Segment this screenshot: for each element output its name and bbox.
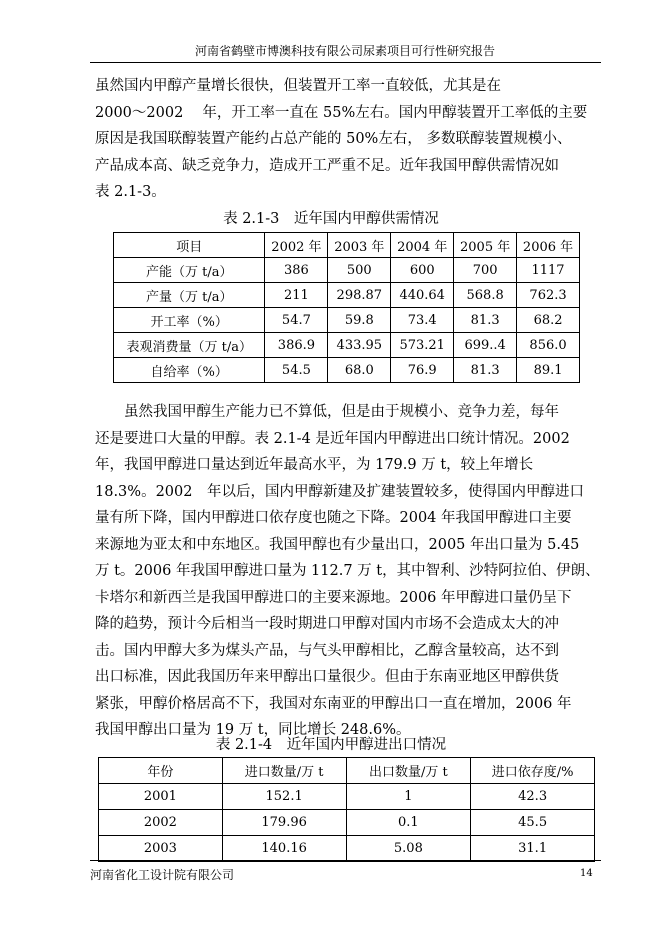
paragraph-1 [95,73,603,206]
table-cell: 59.8 [328,308,391,333]
table-cell: 68.2 [517,308,580,333]
paragraph-2-line: 击。国内甲醇大多为煤头产品，与气头甲醇相比，乙醇含量较高，达不到 [95,642,559,659]
row-label: 表观消费量（万 t/a） [114,333,265,358]
table-cell: 1117 [517,258,580,283]
table-row [114,258,580,283]
table-cell: 433.95 [328,333,391,358]
table-cell: 2002 [99,810,223,836]
column-header: 2004 年 [391,233,454,258]
table-cell: 211 [265,283,328,308]
table-cell: 500 [328,258,391,283]
table-cell: 856.0 [517,333,580,358]
table-cell: 31.1 [471,836,595,862]
table-2-caption: 表 2.1-4 近年国内甲醇进出口情况 [215,737,447,753]
footer-company: 河南省化工设计院有限公司 [90,868,235,882]
table-row [99,784,595,810]
table-cell: 600 [391,258,454,283]
table-cell: 386.9 [265,333,328,358]
row-label: 产能（万 t/a） [114,258,265,283]
footer-divider [90,860,601,861]
table-cell: 573.21 [391,333,454,358]
table-row [114,308,580,333]
page-number: 14 [580,868,593,879]
table-cell: 762.3 [517,283,580,308]
table-cell: 81.3 [454,308,517,333]
table-row [99,836,595,862]
table-row [114,333,580,358]
table-cell: 568.8 [454,283,517,308]
table-row [99,810,595,836]
paragraph-1-line: 产品成本高、缺乏竞争力，造成开工严重不足。近年我国甲醇供需情况如 [95,157,559,174]
supply-demand-table [113,232,580,383]
table-cell: 140.16 [222,836,346,862]
column-header: 项目 [114,233,265,258]
column-header: 进口依存度/% [471,758,595,784]
row-label: 自给率（%） [114,358,265,383]
table-cell: 440.64 [391,283,454,308]
import-export-table [98,757,595,862]
paragraph-2-line: 年，我国甲醇进口量达到近年最高水平，为 179.9 万 t，较上年增长 [95,457,534,473]
paragraph-2-line: 紧张，甲醇价格居高不下，我国对东南亚的甲醇出口一直在增加，2006 年 [95,695,572,712]
table-cell: 2001 [99,784,223,810]
table-cell: 386 [265,258,328,283]
paragraph-2-line: 出口标准，因此我国历年来甲醇出口量很少。但由于东南亚地区甲醇供货 [95,669,559,685]
table-cell: 298.87 [328,283,391,308]
column-header: 年份 [99,758,223,784]
table-row [114,283,580,308]
paragraph-2-line: 降的趋势，预计今后相当一段时期进口甲醇对国内市场不会造成太大的冲 [95,616,559,632]
paragraph-1-line: 原因是我国联醇装置产能约占总产能的 50%左右， 多数联醇装置规模小、 [95,131,572,147]
column-header: 2005 年 [454,233,517,258]
row-label: 开工率（%） [114,308,265,333]
paragraph-2-line: 万 t。2006 年我国甲醇进口量为 112.7 万 t，其中智利、沙特阿拉伯、伊朗、 [95,563,600,579]
paragraph-2-line: 18.3%。2002 年以后，国内甲醇新建及扩建装置较多，使得国内甲醇进口 [95,483,584,500]
table-cell: 5.08 [346,836,471,862]
paragraph-1-line: 表 2.1-3。 [95,184,166,200]
header-divider [90,62,601,63]
table-cell: 81.3 [454,358,517,383]
table-1-caption: 表 2.1-3 近年国内甲醇供需情况 [223,211,439,227]
table-cell: 2003 [99,836,223,862]
paragraph-2-line: 量有所下降，国内甲醇进口依存度也随之下降。2004 年我国甲醇进口主要 [95,510,572,526]
table-cell: 54.5 [265,358,328,383]
column-header: 进口数量/万 t [222,758,346,784]
table-cell: 73.4 [391,308,454,333]
paragraph-2-line: 来源地为亚太和中东地区。我国甲醇也有少量出口，2005 年出口量为 5.45 [95,536,580,553]
table-cell: 699..4 [454,333,517,358]
paragraph-1-line: 2000～2002 年，开工率一直在 55%左右。国内甲醇装置开工率低的主要 [95,104,588,121]
column-header: 2006 年 [517,233,580,258]
column-header: 2002 年 [265,233,328,258]
column-header: 2003 年 [328,233,391,258]
page-header: 河南省鹤壁市博澳科技有限公司尿素项目可行性研究报告 [194,44,495,58]
table-cell: 179.96 [222,810,346,836]
paragraph-2-line: 卡塔尔和新西兰是我国甲醇进口的主要来源地。2006 年甲醇进口量仍呈下 [95,589,572,606]
paragraph-2-line: 还是要进口大量的甲醇。表 2.1-4 是近年国内甲醇进出口统计情况。2002 [95,430,570,447]
table-cell: 45.5 [471,810,595,836]
paragraph-1-line: 虽然国内甲醇产量增长很快，但装置开工率一直较低，尤其是在 [95,78,501,94]
table-cell: 0.1 [346,810,471,836]
table-header-row [114,233,580,258]
table-cell: 76.9 [391,358,454,383]
table-row [114,358,580,383]
row-label: 产量（万 t/a） [114,283,265,308]
table-cell: 89.1 [517,358,580,383]
paragraph-2-line: 虽然我国甲醇生产能力已不算低，但是由于规模小、竞争力差，每年 [95,404,559,420]
table-cell: 68.0 [328,358,391,383]
table-cell: 1 [346,784,471,810]
paragraph-2-line: 我国甲醇出口量为 19 万 t，同比增长 248.6%。 [95,722,411,738]
table-cell: 152.1 [222,784,346,810]
table-cell: 700 [454,258,517,283]
table-cell: 42.3 [471,784,595,810]
table-cell: 54.7 [265,308,328,333]
column-header: 出口数量/万 t [346,758,471,784]
paragraph-2 [95,399,603,744]
table-header-row [99,758,595,784]
